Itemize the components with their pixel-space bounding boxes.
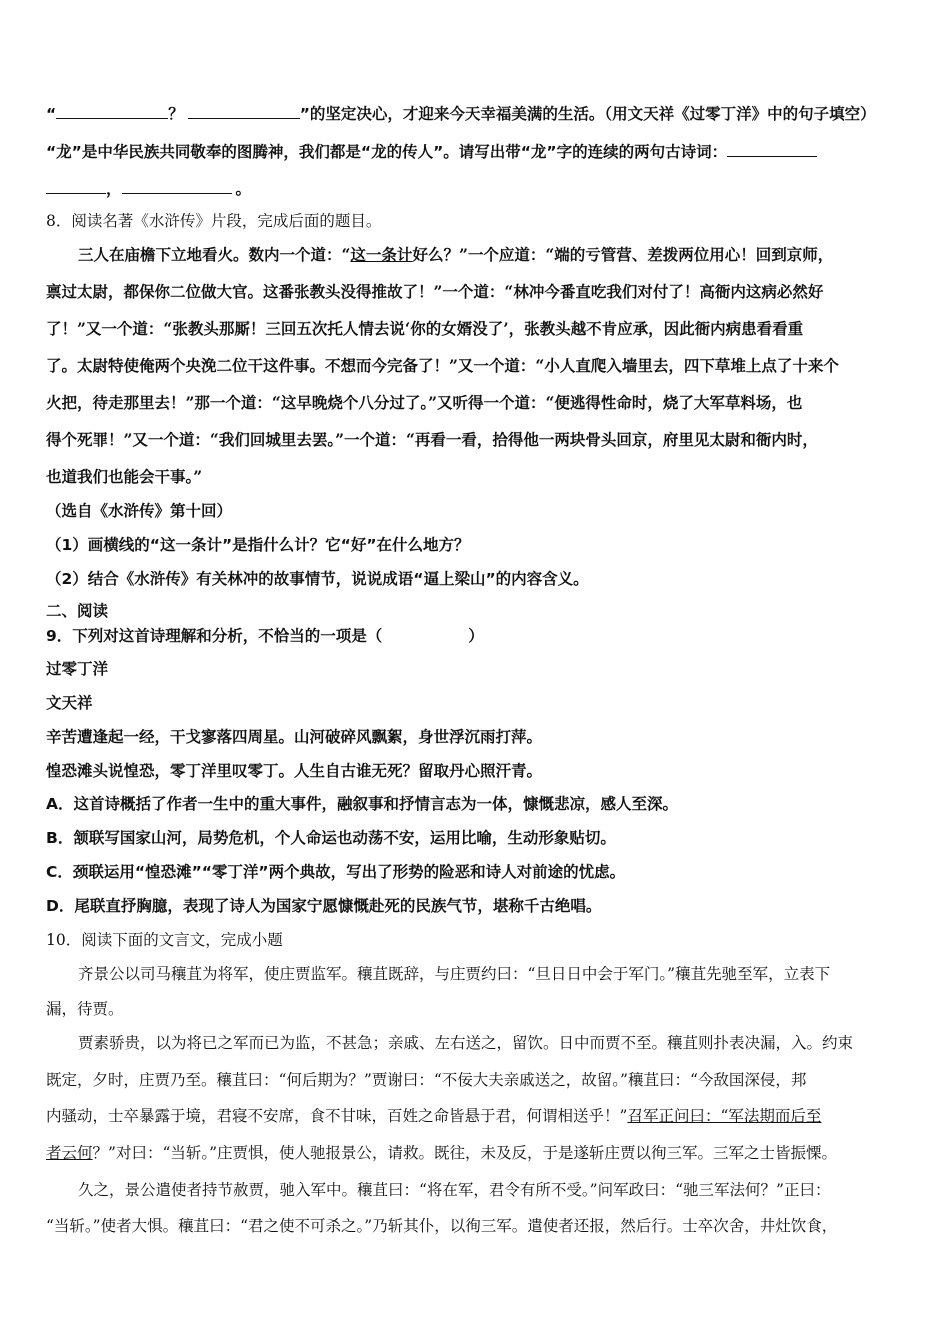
q7-line3: ， 。 <box>46 178 251 199</box>
poem-line: 惶恐滩头说惶恐，零丁洋里叹零丁。人生自古谁无死？留取丹心照汗青。 <box>46 761 543 780</box>
underlined-sentence: 召军正问曰：“军法期而后至 <box>627 1107 822 1125</box>
q9-stem: 9．下列对这首诗理解和分析，不恰当的一项是（ ） <box>46 627 484 645</box>
option-d[interactable]: D．尾联直抒胸臆，表现了诗人为国家宁愿慷慨赴死的民族气节，堪称千古绝唱。 <box>46 897 602 915</box>
q8-source: （选自《水浒传》第十回） <box>46 502 233 520</box>
answer-blank[interactable] <box>56 103 168 119</box>
option-a[interactable]: A．这首诗概括了作者一生中的重大事件，融叙事和抒情言志为一体，慷慨悲凉，感人至深。 <box>46 795 678 813</box>
q7-line2: “龙”是中华民族共同敬奉的图腾神，我们都是“龙的传人”。请写出带“龙”字的连续的两句古诗词： <box>46 141 817 162</box>
q8-title: 8．阅读名著《水浒传》片段，完成后面的题目。 <box>46 212 382 230</box>
q10-title: 10．阅读下面的文言文，完成小题 <box>46 931 283 949</box>
q8-passage-line: 了。太尉特使俺两个央浼二位干这件事。不想而今完备了！”又一个道：“小人直爬入墙里去，四下草堆上点了十来个 <box>46 356 839 375</box>
option-b[interactable]: B．颔联写国家山河，局势危机，个人命运也动荡不安，运用比喻，生动形象贴切。 <box>46 829 616 847</box>
poem-author: 文天祥 <box>46 693 93 712</box>
section-heading: 二、阅读 <box>46 602 109 620</box>
q10-passage-line: 者云何？”对曰：“当斩。”庄贾惧，使人驰报景公，请救。既往，未及反，于是遂斩庄贾以徇三军。三军之士皆振慄。 <box>46 1144 838 1162</box>
option-c[interactable]: C．颈联运用“惶恐滩”“零丁洋”两个典故，写出了形势的险恶和诗人对前途的忧虑。 <box>46 863 626 881</box>
q8-passage-line: 火把，待走那里去！”那一个道：“这早晚烧个八分过了。”又听得一个道：“便逃得性命时，烧了大军草料场，也 <box>46 393 803 412</box>
q8-passage-line: 禀过太尉，都保你二位做大官。这番张教头没得推故了！”一个道：“林冲今番直吃我们对付了！高衙内这病必然好 <box>46 282 824 301</box>
q8-subquestion-2: （2）结合《水浒传》有关林冲的故事情节，说说成语“逼上梁山”的内容含义。 <box>46 570 589 588</box>
answer-blank[interactable] <box>46 178 106 194</box>
q10-passage-line: 既定，夕时，庄贾乃至。穰苴曰：“何后期为？”贾谢曰：“不佞大夫亲戚送之，故留。”穰苴曰：“今敌国深侵，邦 <box>46 1071 807 1089</box>
underlined-phrase: 这一条计 <box>350 245 413 264</box>
q8-passage-line: 了！”又一个道：“张教头那厮！三回五次托人情去说‘你的女婿没了’，张教头越不肯应承，因此衙内病患看看重 <box>46 319 804 338</box>
q8-passage-line: 也道我们也能会干事。” <box>46 467 203 486</box>
answer-blank[interactable] <box>727 141 817 157</box>
q10-passage-line: 久之，景公遣使者持节赦贾，驰入军中。穰苴曰：“将在军，君令有所不受。”问军政曰：“驰三军法何？”正曰： <box>78 1181 831 1199</box>
underlined-sentence: 者云何 <box>46 1144 93 1162</box>
answer-blank[interactable] <box>122 178 232 194</box>
q10-passage-line: 贾素骄贵，以为将已之军而已为监，不甚急；亲戚、左右送之，留饮。日中而贾不至。穰苴则扑表决漏，入。约束 <box>78 1034 854 1052</box>
poem-title: 过零丁洋 <box>46 659 109 678</box>
q8-subquestion-1: （1）画横线的“这一条计”是指什么计？它“好”在什么地方？ <box>46 536 470 554</box>
q10-passage-line: 齐景公以司马穰苴为将军，使庄贾监军。穰苴既辞，与庄贾约曰：“旦日日中会于军门。”穰苴先驰至军，立表下 <box>78 965 831 983</box>
q10-passage-line: 内骚动，士卒暴露于境，君寝不安席，食不甘味，百姓之命皆悬于君，何谓相送乎！”召军正问曰：“军法期而后至 <box>46 1107 822 1125</box>
answer-blank[interactable] <box>188 103 300 119</box>
q7-line1: “ ？ ”的坚定决心，才迎来今天幸福美满的生活。（用文天祥《过零丁洋》中的句子填空） <box>46 105 876 123</box>
q8-passage-line: 得个死罪！”又一个道：“我们回城里去罢。”一个道：“再看一看，拾得他一两块骨头回京，府里见太尉和衙内时， <box>46 430 818 449</box>
q10-passage-line: 漏，待贾。 <box>46 1000 124 1018</box>
q10-passage-line: “当斩。”使者大惧。穰苴曰：“君之使不可杀之。”乃斩其仆，以徇三军。遣使者还报，然后行。士卒次舍，井灶饮食， <box>46 1217 838 1235</box>
q8-passage-line: 三人在庙檐下立地看火。数内一个道：“这一条计好么？”一个应道：“端的亏管营、差拨两位用心！回到京师， <box>78 245 834 264</box>
poem-line: 辛苦遭逢起一经，干戈寥落四周星。山河破碎风飘絮，身世浮沉雨打萍。 <box>46 727 543 746</box>
